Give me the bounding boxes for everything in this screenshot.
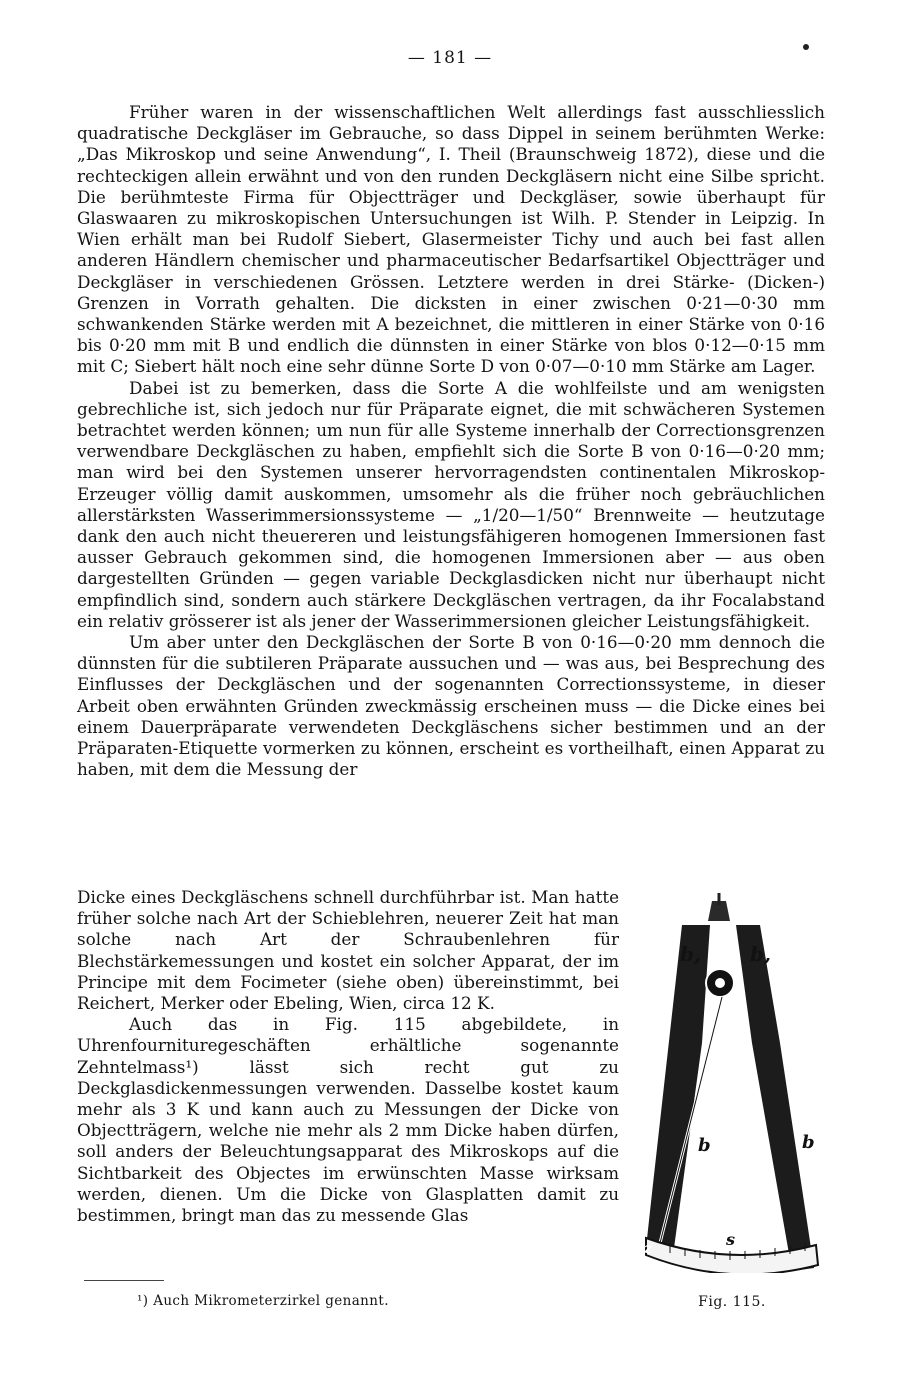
figure-115-zehntelmass bbox=[630, 893, 835, 1273]
footnote bbox=[137, 1293, 389, 1309]
paragraph-5: Auch das in Fig. 115 abgebildete, in Uhrenfournituregeschäften erhältliche sogenannte Zehntelmass¹) lässt sich recht gut zu Deckglasdickenmessungen verwenden. Dasselbe kostet kaum mehr als 3 K und kann auch zu Messungen der Dicke von Objectträgern, welche nie mehr als 2 mm Dicke haben dürfen, soll anders der Beleuchtungsapparat des Mikroskops auf die Sichtbarkeit des Objectes im erwünschten Masse wirksam werden, dienen. Um die Dicke von Glasplatten damit zu bestimmen, bringt man das zu messende Glas bbox=[77, 1014, 619, 1226]
paragraph-2: Dabei ist zu bemerken, dass die Sorte A die wohlfeilste und am wenigsten gebrechliche ist, sich jedoch nur für Präparate eignet, die mit schwächeren Systemen betrachtet werden können; um nun für alle Systeme innerhalb der Correctionsgrenzen verwendbare Deckgläschen zu haben, empfiehlt sich die Sorte B von 0·16—0·20 mm; man wird bei den Systemen unserer hervorragendsten continentalen Mikroskop-Erzeuger völlig damit auskommen, umsomehr als die früher noch gebräuchlichen allerstärksten Wasserimmersionssysteme — „1/20—1/50“ Brennweite — heutzutage dank den auch nicht theuereren und leistungsfähigeren homogenen Immersionen fast ausser Gebrauch gekommen sind, die homogenen Immersionen aber — aus oben dargestellten Gründen — gegen variable Deckglasdicken nicht nur überhaupt nicht empfindlich sind, sondern auch stärkere Deckgläschen vertragen, da ihr Focalabstand ein relativ grösserer ist als jener der Wasserimmersionen gleicher Leistungsfähigkeit. bbox=[77, 377, 825, 631]
ink-speck bbox=[803, 44, 809, 50]
figure-label-s: s bbox=[726, 1230, 736, 1249]
figure-label-b-left-top: b, bbox=[680, 942, 701, 966]
figure-label-b-right-top: b, bbox=[750, 942, 771, 966]
paragraph-3: Um aber unter den Deckgläschen der Sorte B von 0·16—0·20 mm dennoch die dünnsten für die subtileren Präparate aussuchen und — was aus, bei Besprechung des Einflusses der Deckgläschen und der sogenannten Correctionssysteme, in dieser Arbeit oben erwähnten Gründen zweckmässig erscheinen muss — die Dicke eines bei einem Dauerpräparate verwendeten Deckgläschens sicher bestimmen und an der Präparaten-Etiquette vormerken zu können, erscheint es vortheilhaft, einen Apparat zu haben, mit dem die Messung der bbox=[77, 632, 825, 780]
paragraph-1: Früher waren in der wissenschaftlichen Welt allerdings fast ausschliesslich quadratische Deckgläser im Gebrauche, so dass Dippel in seinem berühmten Werke: „Das Mikroskop und seine Anwendung“, I. Theil (Braunschweig 1872), diese und die rechteckigen allein erwähnt und von den runden Deckgläsern nicht eine Silbe spricht. Die berühmteste Firma für Objectträger und Deckgläser, sowie überhaupt für Glaswaaren zu mikroskopischen Untersuchungen ist Wilh. P. Stender in Leipzig. In Wien erhält man bei Rudolf Siebert, Glasermeister Tichy und auch bei fast allen anderen Händlern chemischer und pharmaceutischer Bedarfsartikel Objectträger und Deckgläser in verschiedenen Grössen. Letztere werden in drei Stärke- (Dicken-) Grenzen in Vorrath gehalten. Die dicksten in einer zwischen 0·21—0·30 mm schwankenden Stärke werden mit A bezeichnet, die mittleren in einer Stärke von 0·16 bis 0·20 mm mit B und endlich die dünnsten in einer Stärke von blos 0·12—0·15 mm mit C; Siebert hält noch eine sehr dünne Sorte D von 0·07—0·10 mm Stärke am Lager. bbox=[77, 102, 825, 377]
main-text bbox=[77, 102, 825, 781]
footnote-text: Auch Mikrometerzirkel genannt. bbox=[153, 1293, 389, 1309]
footnote-rule bbox=[84, 1280, 164, 1281]
caliper-right-arm bbox=[736, 925, 814, 1271]
figure-label-b-right: b bbox=[802, 1132, 815, 1153]
footnote-marker: ¹) bbox=[137, 1293, 149, 1309]
figure-label-g: g bbox=[714, 945, 727, 966]
caliper-illustration bbox=[630, 893, 835, 1273]
page-number: — 181 — bbox=[407, 48, 493, 68]
figure-label-f: f bbox=[718, 1038, 725, 1057]
text-beside-figure bbox=[77, 887, 619, 1226]
paragraph-4: Dicke eines Deckgläschens schnell durchführbar ist. Man hatte früher solche nach Art der Schieblehren, neuerer Zeit hat man solche nach Art der Schraubenlehren für Blechstärkemessungen und kostet ein solcher Apparat, der im Principe mit dem Focimeter (siehe oben) übereinstimmt, bei Reichert, Merker oder Ebeling, Wien, circa 12 K. bbox=[77, 887, 619, 1014]
figure-label-b-left: b bbox=[698, 1135, 711, 1156]
figure-caption: Fig. 115. bbox=[698, 1294, 766, 1310]
figure-label-z: z bbox=[644, 1241, 652, 1257]
